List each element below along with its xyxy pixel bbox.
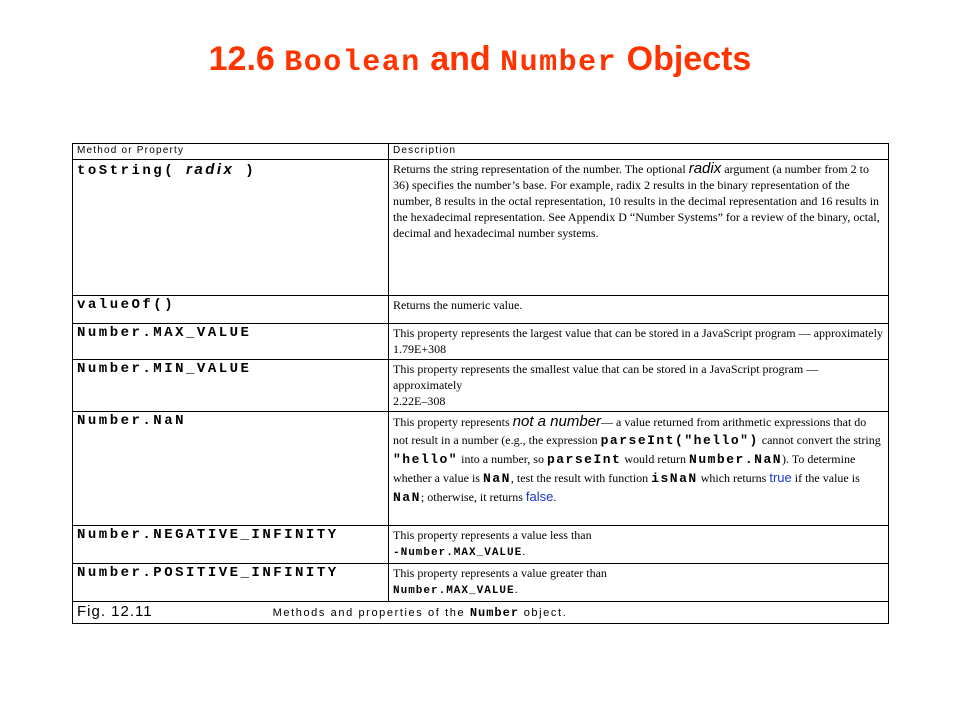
nan-t6: "hello"	[393, 452, 459, 467]
tostring-param: radix	[186, 161, 235, 178]
row-name-valueof: valueOf()	[73, 296, 389, 324]
nan-t2: not a number	[512, 413, 602, 430]
nan-t19: ; otherwise, it returns	[420, 490, 523, 504]
title-part-1: 12.6	[208, 40, 285, 78]
methods-table	[72, 143, 889, 624]
posinf-code: Number.MAX_VALUE	[393, 585, 515, 597]
nan-t16: true	[769, 470, 792, 485]
neginf-end: .	[522, 544, 526, 558]
nan-t9: would return	[624, 452, 687, 466]
nan-t15: which returns	[700, 471, 767, 485]
title-boolean: Boolean	[284, 46, 421, 80]
nan-t14: isNaN	[651, 471, 698, 486]
tostring-suffix: )	[245, 163, 257, 179]
tostring-desc-param: radix	[688, 160, 722, 177]
table-row	[73, 324, 889, 360]
nan-t1: This property represents	[393, 415, 510, 429]
neginf-desc: This property represents a value less than	[393, 528, 592, 542]
title-part-3: and	[420, 40, 501, 78]
slide-title	[0, 40, 960, 80]
figure-label: Fig. 12.11	[77, 603, 153, 620]
row-name-tostring	[73, 160, 389, 296]
table-row	[73, 564, 889, 602]
row-name-posinf: Number.POSITIVE_INFINITY	[73, 564, 389, 602]
tostring-desc-b: argument (a number from 2 to 36) specifies the number’s base. For example, radix 2 results in the binary representation of the number, 8 results in the octal representation, 10 results in the decimal representation and 16 results in the hexadecimal representation. See Appendix D “Number Systems” for a review of the binary, octal, decimal and hexadecimal number systems.	[393, 162, 880, 240]
header-method: Method or Property	[73, 144, 389, 160]
table-row	[73, 412, 889, 526]
nan-t13: , test the result with function	[510, 471, 649, 485]
nan-t17: if the value is	[794, 471, 860, 485]
minvalue-desc-a: This property represents the smallest value that can be stored in a JavaScript program — approximately	[393, 362, 819, 392]
table-row	[73, 160, 889, 296]
header-description: Description	[389, 144, 889, 160]
row-name-neginf: Number.NEGATIVE_INFINITY	[73, 526, 389, 564]
tostring-desc-a: Returns the string representation of the number. The optional	[393, 162, 686, 176]
figure-caption-row	[73, 602, 889, 624]
figure-caption-text	[153, 607, 568, 619]
title-part-5: Objects	[617, 40, 752, 78]
table-header-row	[73, 144, 889, 160]
caption-b: object.	[523, 607, 568, 619]
title-number: Number	[500, 46, 618, 80]
row-desc-nan	[389, 412, 889, 526]
row-desc-minvalue	[389, 360, 889, 412]
row-desc-posinf	[389, 564, 889, 602]
nan-t12: NaN	[482, 471, 511, 486]
caption-a: Methods and properties of the	[272, 607, 466, 619]
nan-t7: into a number, so	[461, 452, 544, 466]
tostring-prefix: toString(	[77, 163, 176, 179]
row-name-nan: Number.NaN	[73, 412, 389, 526]
posinf-end: .	[514, 582, 518, 596]
row-desc-neginf	[389, 526, 889, 564]
figure-caption	[73, 602, 889, 624]
nan-t10: Number.NaN	[689, 452, 783, 467]
nan-t21: .	[553, 490, 557, 504]
neginf-code: -Number.MAX_VALUE	[393, 547, 523, 559]
nan-t18: NaN	[393, 490, 421, 505]
nan-t20: false	[525, 489, 554, 504]
row-desc-tostring	[389, 160, 889, 296]
row-desc-maxvalue: This property represents the largest value that can be stored in a JavaScript program — approximately 1.79E+308	[389, 324, 889, 360]
nan-t11: ). To determine whether a value is	[393, 452, 856, 485]
posinf-desc: This property represents a value greater than	[393, 566, 607, 580]
row-desc-valueof: Returns the numeric value.	[389, 296, 889, 324]
table-row	[73, 526, 889, 564]
row-name-maxvalue: Number.MAX_VALUE	[73, 324, 389, 360]
nan-t5: cannot convert the string	[761, 433, 881, 447]
minvalue-desc-b: 2.22E–308	[393, 394, 446, 408]
nan-t4: parseInt("hello")	[600, 433, 759, 448]
table-row	[73, 360, 889, 412]
row-name-minvalue: Number.MIN_VALUE	[73, 360, 389, 412]
caption-code: Number	[469, 606, 520, 620]
table-row	[73, 296, 889, 324]
nan-t3: — a value returned from arithmetic expressions that do not result in a number (e.g., the expression	[393, 415, 867, 447]
nan-t8: parseInt	[546, 452, 622, 467]
